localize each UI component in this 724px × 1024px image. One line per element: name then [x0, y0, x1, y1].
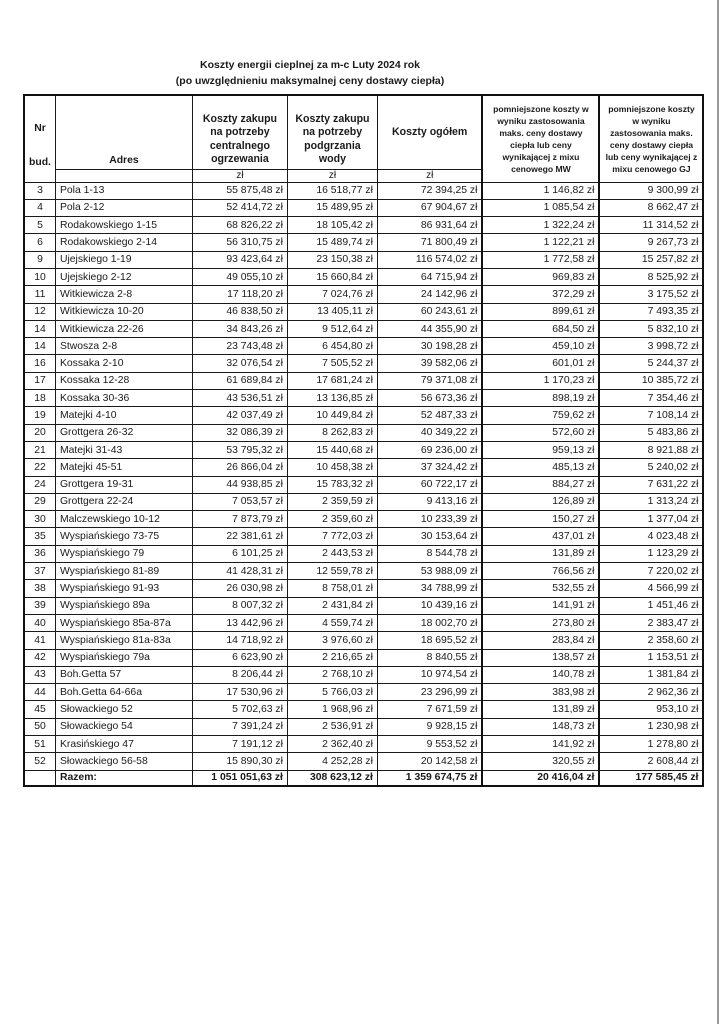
cell-co-cost: 32 076,54 zł: [192, 355, 287, 372]
cell-co-cost: 7 873,79 zł: [192, 511, 287, 528]
cell-reduced-mw: 283,84 zł: [482, 632, 599, 649]
cell-total-cost: 67 904,67 zł: [377, 199, 482, 216]
cell-total-cost: 10 233,39 zł: [377, 511, 482, 528]
cell-cwu-cost: 2 431,84 zł: [287, 597, 377, 614]
cell-adres: Rodakowskiego 2-14: [55, 234, 192, 251]
cell-reduced-mw: 148,73 zł: [482, 718, 599, 735]
unit-cwu: zł: [287, 169, 377, 182]
cell-total-cost: 44 355,90 zł: [377, 320, 482, 337]
cell-adres: Malczewskiego 10-12: [55, 511, 192, 528]
cell-cwu-cost: 5 766,03 zł: [287, 684, 377, 701]
cell-reduced-gj: 7 493,35 zł: [599, 303, 703, 320]
cell-co-cost: 8 206,44 zł: [192, 666, 287, 683]
cell-reduced-gj: 5 483,86 zł: [599, 424, 703, 441]
total-ogolem: 1 359 674,75 zł: [377, 770, 482, 786]
cell-cwu-cost: 8 758,01 zł: [287, 580, 377, 597]
table-row: [24, 320, 703, 337]
cell-adres: Grottgera 22-24: [55, 493, 192, 510]
cell-adres: Boh.Getta 57: [55, 666, 192, 683]
cell-nr: 36: [24, 545, 55, 562]
cell-reduced-gj: 1 381,84 zł: [599, 666, 703, 683]
cell-co-cost: 93 423,64 zł: [192, 251, 287, 268]
cell-cwu-cost: 3 976,60 zł: [287, 632, 377, 649]
cell-reduced-mw: 485,13 zł: [482, 459, 599, 476]
cell-co-cost: 23 743,48 zł: [192, 338, 287, 355]
cell-cwu-cost: 23 150,38 zł: [287, 251, 377, 268]
cell-co-cost: 42 037,49 zł: [192, 407, 287, 424]
table-row: [24, 286, 703, 303]
cell-co-cost: 52 414,72 zł: [192, 199, 287, 216]
heat-costs-table: [23, 94, 704, 787]
table-row: [24, 441, 703, 458]
cell-nr: 20: [24, 424, 55, 441]
cell-total-cost: 34 788,99 zł: [377, 580, 482, 597]
cell-total-cost: 9 553,52 zł: [377, 736, 482, 753]
cell-co-cost: 49 055,10 zł: [192, 268, 287, 285]
cell-total-cost: 52 487,33 zł: [377, 407, 482, 424]
total-mw: 20 416,04 zł: [482, 770, 599, 786]
cell-adres: Kossaka 2-10: [55, 355, 192, 372]
cell-cwu-cost: 15 489,95 zł: [287, 199, 377, 216]
cell-total-cost: 18 695,52 zł: [377, 632, 482, 649]
cell-cwu-cost: 4 252,28 zł: [287, 753, 377, 770]
cell-adres: Rodakowskiego 1-15: [55, 217, 192, 234]
cell-cwu-cost: 15 440,68 zł: [287, 441, 377, 458]
cell-cwu-cost: 10 458,38 zł: [287, 459, 377, 476]
cell-total-cost: 10 439,16 zł: [377, 597, 482, 614]
cell-adres: Ujejskiego 2-12: [55, 268, 192, 285]
total-row: [24, 770, 703, 786]
table-row: [24, 459, 703, 476]
cell-nr: 52: [24, 753, 55, 770]
cell-reduced-gj: 2 962,36 zł: [599, 684, 703, 701]
cell-adres: Wyspiańskiego 79a: [55, 649, 192, 666]
table-row: [24, 407, 703, 424]
cell-cwu-cost: 9 512,64 zł: [287, 320, 377, 337]
table-row: [24, 303, 703, 320]
cell-reduced-gj: 1 313,24 zł: [599, 493, 703, 510]
cell-total-cost: 116 574,02 zł: [377, 251, 482, 268]
table-row: [24, 424, 703, 441]
cell-co-cost: 6 623,90 zł: [192, 649, 287, 666]
cell-adres: Wyspiańskiego 81-89: [55, 563, 192, 580]
cell-co-cost: 41 428,31 zł: [192, 563, 287, 580]
header-nr-line1: Nr: [34, 123, 46, 134]
cell-nr: 12: [24, 303, 55, 320]
unit-co: zł: [192, 169, 287, 182]
cell-adres: Wyspiańskiego 79: [55, 545, 192, 562]
table-row: [24, 545, 703, 562]
cell-cwu-cost: 10 449,84 zł: [287, 407, 377, 424]
cell-co-cost: 7 191,12 zł: [192, 736, 287, 753]
cell-reduced-gj: 10 385,72 zł: [599, 372, 703, 389]
cell-reduced-gj: 1 153,51 zł: [599, 649, 703, 666]
cell-cwu-cost: 13 136,85 zł: [287, 390, 377, 407]
cell-co-cost: 14 718,92 zł: [192, 632, 287, 649]
cell-total-cost: 40 349,22 zł: [377, 424, 482, 441]
cell-reduced-gj: 1 230,98 zł: [599, 718, 703, 735]
cell-total-cost: 18 002,70 zł: [377, 614, 482, 631]
cell-nr: 40: [24, 614, 55, 631]
cell-nr: 6: [24, 234, 55, 251]
unit-adres: [55, 169, 192, 182]
total-gj: 177 585,45 zł: [599, 770, 703, 786]
cell-reduced-gj: 7 631,22 zł: [599, 476, 703, 493]
cell-adres: Witkiewicza 22-26: [55, 320, 192, 337]
table-row: [24, 649, 703, 666]
cell-reduced-gj: 2 383,47 zł: [599, 614, 703, 631]
cell-co-cost: 13 442,96 zł: [192, 614, 287, 631]
table-row: [24, 701, 703, 718]
table-row: [24, 528, 703, 545]
cell-total-cost: 30 153,64 zł: [377, 528, 482, 545]
table-row: [24, 493, 703, 510]
cell-total-cost: 72 394,25 zł: [377, 182, 482, 199]
cell-reduced-gj: 953,10 zł: [599, 701, 703, 718]
cell-cwu-cost: 2 768,10 zł: [287, 666, 377, 683]
cell-nr: 50: [24, 718, 55, 735]
table-row: [24, 182, 703, 199]
cell-adres: Witkiewicza 10-20: [55, 303, 192, 320]
cell-total-cost: 60 722,17 zł: [377, 476, 482, 493]
cell-total-cost: 24 142,96 zł: [377, 286, 482, 303]
table-row: [24, 372, 703, 389]
cell-reduced-gj: 7 220,02 zł: [599, 563, 703, 580]
cell-reduced-mw: 766,56 zł: [482, 563, 599, 580]
cell-cwu-cost: 2 443,53 zł: [287, 545, 377, 562]
cell-reduced-mw: 1 170,23 zł: [482, 372, 599, 389]
cell-total-cost: 79 371,08 zł: [377, 372, 482, 389]
cell-reduced-mw: 150,27 zł: [482, 511, 599, 528]
total-label: Razem:: [55, 770, 192, 786]
cell-nr: 42: [24, 649, 55, 666]
cell-reduced-gj: 1 451,46 zł: [599, 597, 703, 614]
cell-nr: 16: [24, 355, 55, 372]
table-row: [24, 476, 703, 493]
unit-ogolem: zł: [377, 169, 482, 182]
cell-adres: Wyspiańskiego 89a: [55, 597, 192, 614]
cell-reduced-mw: 959,13 zł: [482, 441, 599, 458]
cell-co-cost: 26 030,98 zł: [192, 580, 287, 597]
cell-reduced-mw: 141,92 zł: [482, 736, 599, 753]
header-total-cost: Koszty ogółem: [377, 95, 482, 169]
table-row: [24, 355, 703, 372]
cell-adres: Wyspiańskiego 81a-83a: [55, 632, 192, 649]
cell-reduced-mw: 1 146,82 zł: [482, 182, 599, 199]
cell-reduced-mw: 884,27 zł: [482, 476, 599, 493]
cell-co-cost: 46 838,50 zł: [192, 303, 287, 320]
table-row: [24, 199, 703, 216]
table-row: [24, 251, 703, 268]
document-title: [100, 57, 520, 89]
table-row: [24, 736, 703, 753]
cell-cwu-cost: 7 024,76 zł: [287, 286, 377, 303]
cell-nr: 17: [24, 372, 55, 389]
cell-reduced-gj: 5 832,10 zł: [599, 320, 703, 337]
header-nr-line2: bud.: [29, 157, 51, 168]
cell-total-cost: 10 974,54 zł: [377, 666, 482, 683]
cell-cwu-cost: 13 405,11 zł: [287, 303, 377, 320]
cell-co-cost: 8 007,32 zł: [192, 597, 287, 614]
scan-edge-line: [717, 0, 719, 1024]
cell-co-cost: 17 118,20 zł: [192, 286, 287, 303]
cell-reduced-mw: 459,10 zł: [482, 338, 599, 355]
cell-total-cost: 53 988,09 zł: [377, 563, 482, 580]
cell-co-cost: 17 530,96 zł: [192, 684, 287, 701]
cell-nr: 30: [24, 511, 55, 528]
cell-total-cost: 86 931,64 zł: [377, 217, 482, 234]
cell-co-cost: 26 866,04 zł: [192, 459, 287, 476]
cell-adres: Kossaka 30-36: [55, 390, 192, 407]
cell-total-cost: 60 243,61 zł: [377, 303, 482, 320]
header-reduced-mw: pomniejszone koszty w wyniku zastosowania maks. ceny dostawy ciepła lub ceny wynikającej z mixu cenowego MW: [482, 95, 599, 182]
table-row: [24, 718, 703, 735]
cell-reduced-mw: 140,78 zł: [482, 666, 599, 683]
cell-adres: Grottgera 26-32: [55, 424, 192, 441]
cell-co-cost: 15 890,30 zł: [192, 753, 287, 770]
table-row: [24, 753, 703, 770]
cell-nr: 21: [24, 441, 55, 458]
table-row: [24, 580, 703, 597]
cell-nr: 3: [24, 182, 55, 199]
cell-reduced-gj: 1 278,80 zł: [599, 736, 703, 753]
header-adres: Adres: [55, 95, 192, 169]
cell-total-cost: 39 582,06 zł: [377, 355, 482, 372]
table-row: [24, 632, 703, 649]
cell-adres: Matejki 31-43: [55, 441, 192, 458]
cell-reduced-mw: 572,60 zł: [482, 424, 599, 441]
table-row: [24, 268, 703, 285]
cell-nr: 11: [24, 286, 55, 303]
cell-nr: 51: [24, 736, 55, 753]
table-row: [24, 684, 703, 701]
cell-total-cost: 37 324,42 zł: [377, 459, 482, 476]
cell-cwu-cost: 7 772,03 zł: [287, 528, 377, 545]
cell-reduced-gj: 8 525,92 zł: [599, 268, 703, 285]
cell-reduced-gj: 7 354,46 zł: [599, 390, 703, 407]
cell-nr: 41: [24, 632, 55, 649]
cell-cwu-cost: 15 489,74 zł: [287, 234, 377, 251]
cell-reduced-gj: 4 023,48 zł: [599, 528, 703, 545]
cell-adres: Pola 2-12: [55, 199, 192, 216]
cell-reduced-gj: 9 267,73 zł: [599, 234, 703, 251]
cell-adres: Grottgera 19-31: [55, 476, 192, 493]
cell-nr: 9: [24, 251, 55, 268]
cell-co-cost: 22 381,61 zł: [192, 528, 287, 545]
table-row: [24, 666, 703, 683]
cell-adres: Wyspiańskiego 91-93: [55, 580, 192, 597]
cell-co-cost: 55 875,48 zł: [192, 182, 287, 199]
total-co: 1 051 051,63 zł: [192, 770, 287, 786]
cell-total-cost: 71 800,49 zł: [377, 234, 482, 251]
cell-nr: 44: [24, 684, 55, 701]
cell-reduced-gj: 8 662,47 zł: [599, 199, 703, 216]
cell-cwu-cost: 2 536,91 zł: [287, 718, 377, 735]
cell-reduced-gj: 3 175,52 zł: [599, 286, 703, 303]
cell-total-cost: 8 544,78 zł: [377, 545, 482, 562]
cell-reduced-mw: 1 772,58 zł: [482, 251, 599, 268]
cell-total-cost: 64 715,94 zł: [377, 268, 482, 285]
cell-adres: Kossaka 12-28: [55, 372, 192, 389]
cell-reduced-mw: 899,61 zł: [482, 303, 599, 320]
cell-reduced-mw: 601,01 zł: [482, 355, 599, 372]
cell-reduced-gj: 11 314,52 zł: [599, 217, 703, 234]
cell-nr: 39: [24, 597, 55, 614]
cell-cwu-cost: 12 559,78 zł: [287, 563, 377, 580]
cell-nr: 35: [24, 528, 55, 545]
table-row: [24, 390, 703, 407]
cell-reduced-gj: 15 257,82 zł: [599, 251, 703, 268]
cell-cwu-cost: 2 362,40 zł: [287, 736, 377, 753]
cell-adres: Słowackiego 56-58: [55, 753, 192, 770]
cell-reduced-gj: 2 358,60 zł: [599, 632, 703, 649]
cell-nr: 5: [24, 217, 55, 234]
cell-cwu-cost: 16 518,77 zł: [287, 182, 377, 199]
cell-nr: 45: [24, 701, 55, 718]
cell-reduced-mw: 138,57 zł: [482, 649, 599, 666]
cell-nr: 43: [24, 666, 55, 683]
cell-cwu-cost: 6 454,80 zł: [287, 338, 377, 355]
cell-nr: 38: [24, 580, 55, 597]
cell-reduced-gj: 3 998,72 zł: [599, 338, 703, 355]
cell-co-cost: 43 536,51 zł: [192, 390, 287, 407]
cell-adres: Boh.Getta 64-66a: [55, 684, 192, 701]
cell-reduced-mw: 1 322,24 zł: [482, 217, 599, 234]
cell-reduced-gj: 4 566,99 zł: [599, 580, 703, 597]
cell-total-cost: 56 673,36 zł: [377, 390, 482, 407]
cell-cwu-cost: 2 359,59 zł: [287, 493, 377, 510]
cell-reduced-gj: 5 244,37 zł: [599, 355, 703, 372]
cell-nr: 14: [24, 338, 55, 355]
cell-total-cost: 69 236,00 zł: [377, 441, 482, 458]
cell-reduced-gj: 5 240,02 zł: [599, 459, 703, 476]
cell-total-cost: 23 296,99 zł: [377, 684, 482, 701]
cell-adres: Krasińskiego 47: [55, 736, 192, 753]
cell-reduced-gj: 2 608,44 zł: [599, 753, 703, 770]
cell-nr: 10: [24, 268, 55, 285]
cell-co-cost: 5 702,63 zł: [192, 701, 287, 718]
cell-nr: 37: [24, 563, 55, 580]
cell-adres: Matejki 45-51: [55, 459, 192, 476]
cell-adres: Matejki 4-10: [55, 407, 192, 424]
total-cwu: 308 623,12 zł: [287, 770, 377, 786]
cell-adres: Pola 1-13: [55, 182, 192, 199]
cell-nr: 18: [24, 390, 55, 407]
table-row: [24, 217, 703, 234]
cell-cwu-cost: 7 505,52 zł: [287, 355, 377, 372]
cell-adres: Wyspiańskiego 73-75: [55, 528, 192, 545]
cell-co-cost: 44 938,85 zł: [192, 476, 287, 493]
cell-cwu-cost: 15 783,32 zł: [287, 476, 377, 493]
table-row: [24, 614, 703, 631]
table-body: [24, 182, 703, 770]
cell-adres: Słowackiego 52: [55, 701, 192, 718]
cell-reduced-mw: 273,80 zł: [482, 614, 599, 631]
cell-cwu-cost: 8 262,83 zł: [287, 424, 377, 441]
cell-co-cost: 7 391,24 zł: [192, 718, 287, 735]
cell-reduced-mw: 320,55 zł: [482, 753, 599, 770]
cell-reduced-mw: 126,89 zł: [482, 493, 599, 510]
cell-co-cost: 7 053,57 zł: [192, 493, 287, 510]
cell-cwu-cost: 17 681,24 zł: [287, 372, 377, 389]
cell-total-cost: 9 413,16 zł: [377, 493, 482, 510]
cell-reduced-gj: 1 377,04 zł: [599, 511, 703, 528]
cell-reduced-gj: 1 123,29 zł: [599, 545, 703, 562]
header-reduced-gj: pomniejszone koszty w wyniku zastosowania maks. ceny dostawy ciepła lub ceny wynikającej z mixu cenowego GJ: [599, 95, 703, 182]
cell-reduced-mw: 383,98 zł: [482, 684, 599, 701]
cell-co-cost: 68 826,22 zł: [192, 217, 287, 234]
cell-reduced-mw: 141,91 zł: [482, 597, 599, 614]
cell-cwu-cost: 18 105,42 zł: [287, 217, 377, 234]
cell-adres: Ujejskiego 1-19: [55, 251, 192, 268]
cell-total-cost: 9 928,15 zł: [377, 718, 482, 735]
cell-cwu-cost: 4 559,74 zł: [287, 614, 377, 631]
table-row: [24, 563, 703, 580]
cell-nr: 14: [24, 320, 55, 337]
table-row: [24, 234, 703, 251]
table-row: [24, 511, 703, 528]
header-nr: [24, 95, 55, 182]
table-row: [24, 338, 703, 355]
cell-total-cost: 20 142,58 zł: [377, 753, 482, 770]
cell-nr: 19: [24, 407, 55, 424]
cell-nr: 22: [24, 459, 55, 476]
cell-reduced-gj: 8 921,88 zł: [599, 441, 703, 458]
cell-adres: Słowackiego 54: [55, 718, 192, 735]
cell-reduced-mw: 532,55 zł: [482, 580, 599, 597]
header-co-cost: Koszty zakupu na potrzeby centralnego ogrzewania: [192, 95, 287, 169]
cell-cwu-cost: 2 359,60 zł: [287, 511, 377, 528]
cell-nr: 29: [24, 493, 55, 510]
cell-reduced-mw: 131,89 zł: [482, 701, 599, 718]
cell-reduced-mw: 759,62 zł: [482, 407, 599, 424]
cell-total-cost: 7 671,59 zł: [377, 701, 482, 718]
cell-co-cost: 56 310,75 zł: [192, 234, 287, 251]
cell-reduced-mw: 1 085,54 zł: [482, 199, 599, 216]
cell-reduced-mw: 1 122,21 zł: [482, 234, 599, 251]
cell-adres: Stwosza 2-8: [55, 338, 192, 355]
cell-reduced-mw: 437,01 zł: [482, 528, 599, 545]
header-cwu-cost: Koszty zakupu na potrzeby podgrzania wody: [287, 95, 377, 169]
cell-adres: Witkiewicza 2-8: [55, 286, 192, 303]
cell-total-cost: 8 840,55 zł: [377, 649, 482, 666]
cell-reduced-mw: 969,83 zł: [482, 268, 599, 285]
total-nr: [24, 770, 55, 786]
cell-co-cost: 6 101,25 zł: [192, 545, 287, 562]
cell-cwu-cost: 1 968,96 zł: [287, 701, 377, 718]
cell-total-cost: 30 198,28 zł: [377, 338, 482, 355]
cell-cwu-cost: 15 660,84 zł: [287, 268, 377, 285]
cell-cwu-cost: 2 216,65 zł: [287, 649, 377, 666]
cell-reduced-mw: 131,89 zł: [482, 545, 599, 562]
cell-nr: 4: [24, 199, 55, 216]
cell-reduced-mw: 684,50 zł: [482, 320, 599, 337]
cell-co-cost: 61 689,84 zł: [192, 372, 287, 389]
cell-adres: Wyspiańskiego 85a-87a: [55, 614, 192, 631]
cell-reduced-mw: 898,19 zł: [482, 390, 599, 407]
title-line-1: Koszty energii cieplnej za m-c Luty 2024 rok: [200, 59, 420, 71]
cell-reduced-mw: 372,29 zł: [482, 286, 599, 303]
cell-co-cost: 34 843,26 zł: [192, 320, 287, 337]
table-row: [24, 597, 703, 614]
cell-reduced-gj: 7 108,14 zł: [599, 407, 703, 424]
cell-nr: 24: [24, 476, 55, 493]
cell-co-cost: 32 086,39 zł: [192, 424, 287, 441]
cell-reduced-gj: 9 300,99 zł: [599, 182, 703, 199]
cell-co-cost: 53 795,32 zł: [192, 441, 287, 458]
title-line-2: (po uwzględnieniu maksymalnej ceny dostawy ciepła): [175, 75, 445, 87]
